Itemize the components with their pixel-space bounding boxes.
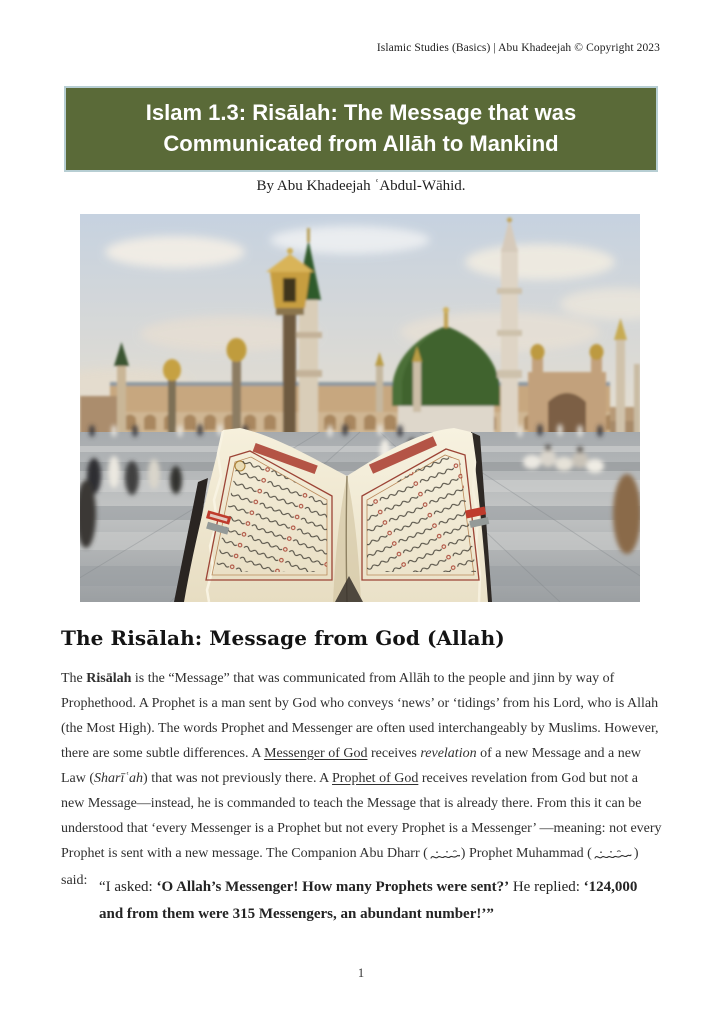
sallallahu-alayhi-wasallam-honorific-icon <box>593 843 633 868</box>
title-banner <box>64 86 658 172</box>
hadith-quote: “I asked: ‘O Allah’s Messenger! How many Prophets were sent?’ He replied: ‘124,000 and from them were 315 Messengers, an abundant number!’” <box>99 879 638 922</box>
mosque-quran-illustration <box>80 214 640 602</box>
page-number: 1 <box>357 966 365 980</box>
byline: By Abu Khadeejah ʿAbdul-Wāhid. <box>256 178 466 194</box>
mosque-quran-photo <box>80 214 640 602</box>
body-paragraph: The Risālah is the “Message” that was communicated from Allāh to the people and jinn by way of Prophethood. A Prophet is a man sent by God who conveys ‘news’ or ‘tidings’ from his Lord, who is Allah (the Most High). The words Prophet and Messenger are often used interchangeably by Muslims. However, there are some subtle differences. A Messenger of God receives revelation of a new Message and a new Law (Sharīʿah) that was not previously there. A Prophet of God receives revelation from God but not a new Message—instead, he is commanded to teach the Message that is already there. From this it can be understood that ‘every Messenger is a Prophet but not every Prophet is a Messenger’ —meaning: not every Prophet is sent with a new message. The Companion Abu Dharr ( ) Prophet Muhammad ( ) said: <box>61 671 662 888</box>
radiallahu-anhu-honorific-icon <box>429 843 460 868</box>
title-line-1: Islam 1.3: Risālah: The Message that was <box>145 100 577 125</box>
running-header: Islamic Studies (Basics) | Abu Khadeejah © Copyright 2023 <box>376 42 660 54</box>
section-heading: The Risālah: Message from God (Allah) <box>61 626 505 650</box>
title-line-2: Communicated from Allāh to Mankind <box>163 131 559 156</box>
